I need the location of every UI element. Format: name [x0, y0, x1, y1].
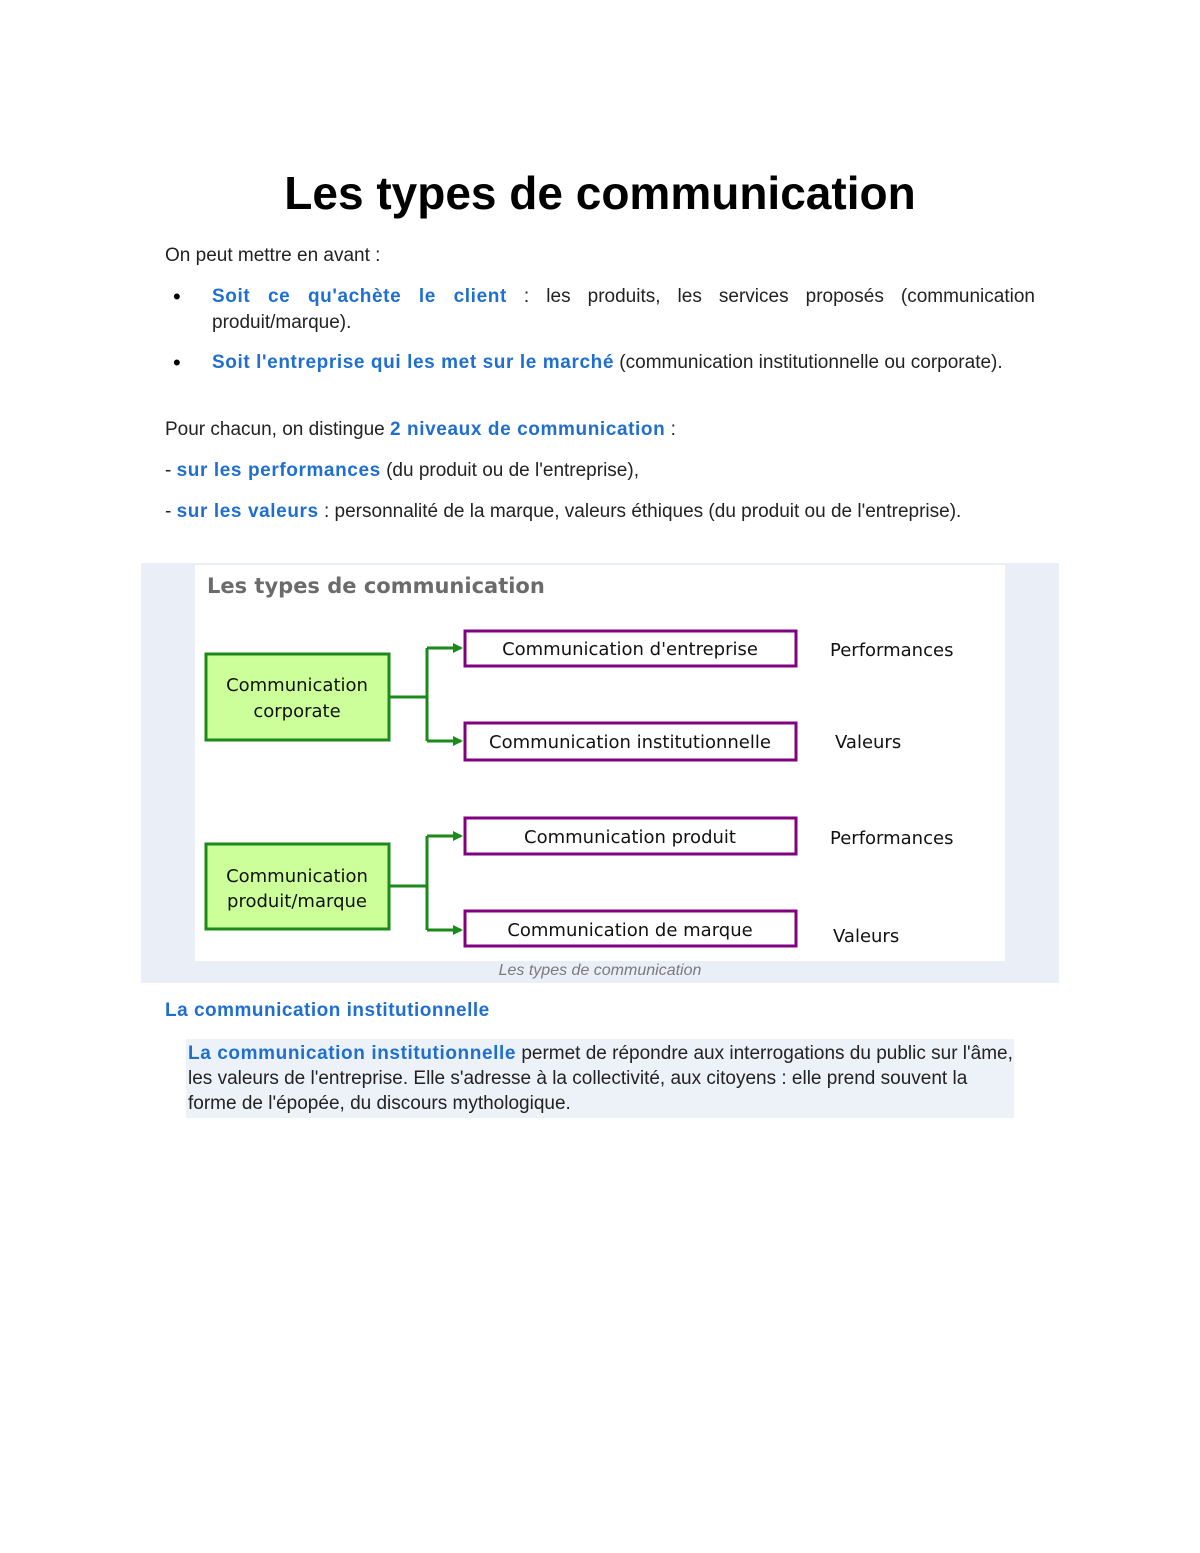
- levels-paragraph: [165, 417, 1035, 443]
- target-label: Communication institutionnelle: [489, 732, 771, 753]
- bullet-icon: •: [173, 284, 181, 309]
- source-box-corporate: [206, 654, 389, 740]
- highlight-text: La communication institutionnelle: [188, 1043, 517, 1064]
- communication-diagram: [195, 565, 1005, 961]
- source-label: corporate: [253, 701, 341, 722]
- highlight-text: sur les performances: [176, 460, 381, 481]
- list-item-text: [212, 350, 1035, 376]
- performances-line: [165, 458, 1035, 484]
- page-title: Les types de communication: [284, 167, 916, 219]
- highlight-text: Soit l'entreprise qui les met sur le marché: [212, 352, 615, 373]
- figure-caption: Les types de communication: [498, 962, 702, 979]
- body-text: permet de répondre aux interrogations du public sur l'âme, les valeurs de l'entreprise. Elle s'adresse à la collectivité, aux citoyens : elle prend souvent la forme de l'épopée, du discours mythologique.: [188, 1043, 1013, 1114]
- valeurs-line: [165, 499, 1035, 525]
- intro-paragraph: On peut mettre en avant :: [165, 245, 381, 266]
- target-label: Communication produit: [524, 827, 736, 848]
- source-label: Communication: [226, 866, 368, 887]
- dash-text: -: [165, 501, 177, 522]
- level-label: Performances: [830, 640, 954, 661]
- highlight-text: sur les valeurs: [176, 501, 319, 522]
- source-label: produit/marque: [227, 891, 367, 912]
- diagram-title: Les types de communication: [207, 574, 545, 598]
- list-item-text: [212, 284, 1035, 336]
- highlight-text: 2 niveaux de communication: [390, 419, 666, 440]
- target-label: Communication d'entreprise: [502, 639, 758, 660]
- quote-box: [186, 1039, 1014, 1118]
- highlight-text: Soit ce qu'achète le client: [212, 286, 507, 307]
- source-label: Communication: [226, 675, 368, 696]
- list-item: [165, 284, 1035, 336]
- body-text: : personnalité de la marque, valeurs éthiques (du produit ou de l'entreprise).: [318, 501, 962, 522]
- level-label: Performances: [830, 828, 954, 849]
- body-text: : les produits, les services proposés (communication produit/marque).: [212, 286, 1035, 333]
- bullet-icon: •: [173, 350, 181, 375]
- target-label: Communication de marque: [507, 920, 753, 941]
- body-text: (communication institutionnelle ou corporate).: [614, 352, 1003, 373]
- body-text: :: [665, 419, 676, 440]
- level-label: Valeurs: [835, 732, 902, 753]
- section-heading: La communication institutionnelle: [165, 1000, 490, 1021]
- body-text: Pour chacun, on distingue: [165, 419, 390, 440]
- list-item: [165, 350, 1035, 402]
- dash-text: -: [165, 460, 177, 481]
- figure: [195, 565, 1005, 961]
- body-text: (du produit ou de l'entreprise),: [380, 460, 639, 481]
- level-label: Valeurs: [833, 926, 900, 947]
